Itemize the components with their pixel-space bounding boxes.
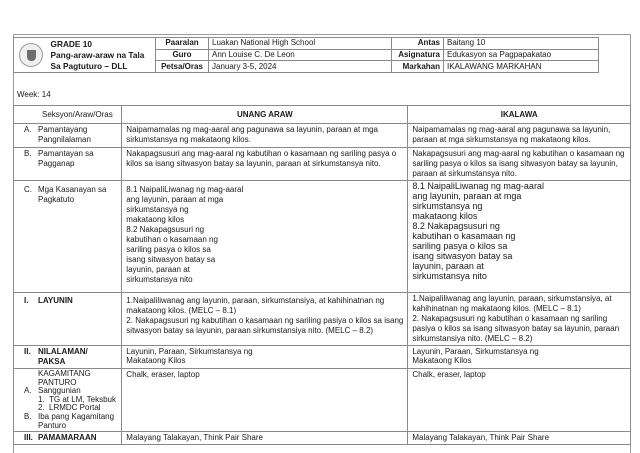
day2-cell [408,293,631,346]
text-line: sariling pasya o kilos sa isang sitwasyon batay sa layunin, [412,159,618,168]
text-line: Naipamamalas ng mag-aaral ang pagunawa sa layunin, [412,125,611,134]
text-line: 1.Naipaliliwanag ang layunin, paraan, sirkumstansiya, at [412,294,612,303]
label-line: Pangnilalaman [38,135,91,144]
text-line: Naipamamalas ng mag-aaral ang pagunawa sa layunin, paraan at mga [126,125,379,134]
text-line: kabutihan o kasamaan ng [126,235,218,244]
day2-cell [408,181,631,293]
column-header-day2: IKALAWA [408,106,631,124]
header-table [13,37,599,73]
date-value: January 3-5, 2024 [209,61,392,73]
text-line: sirkumstansya ng makataong kilos. [126,135,251,144]
text-line: makataong kilos [126,215,185,224]
document-title [48,38,156,73]
day1-cell [122,181,408,293]
day1-cell: Chalk, eraser, laptop [122,369,408,432]
sub-label: TG at LM, Teksbuk [49,394,116,404]
text-line: kabutihan o kasamaan ng [412,231,516,241]
row-marker: I. [24,296,29,305]
school-label: Paaralan [156,38,209,50]
sub-label: LRMDC Portal [49,403,101,413]
label-line: Panturo [38,420,67,430]
table-row-mga-kasanayan [14,181,631,293]
text-line: ang layunin, paraan at mga [412,191,522,201]
label-line: Iba pang Kagamitang [38,411,115,421]
text-line: Nakapagsusuri ang mag-aaral ng kabutihan o kasamaan ng [412,149,625,158]
day2-cell: Malayang Talakayan, Think Pair Share [408,432,631,445]
dll-title-line2: Sa Pagtuturo – DLL [50,61,128,71]
school-value: Luakan National High School [209,38,392,50]
day1-cell [122,293,408,346]
row-marker: A. [24,386,32,396]
text-line: makataong kilos [412,211,478,221]
table-row-pamantayang-pangnilalaman [14,124,631,148]
day1-cell [122,346,408,369]
text-line: Makataong Kilos [412,356,472,365]
text-line: layunin, paraan at [126,265,190,274]
text-line: sirkumstansya nito [412,271,487,281]
label-text: Pamantayan sa Pagganap [38,149,94,168]
text-line: makataong kilos. (MELC – 8.1) [126,306,237,315]
label-line: Mga Kasanayan sa [38,185,107,194]
text-line: Makataong Kilos [126,356,186,365]
row-marker: II. [24,347,31,356]
text-line: kahihinatnan ng makataong kilos. (MELC – 8.1) [412,304,581,313]
deped-seal-icon [19,43,43,67]
label-text: PAMAMARAAN [38,433,97,443]
text-line: sirkumstansya nito [126,275,193,284]
text-line: ang layunin, paraan at mga [126,195,224,204]
text-line: sitwasyon batay sa layunin, paraan sirkumstansiya nito. (MELC – 8.2) [126,326,374,335]
text-line: 8.1 NaipaliLiwanag ng mag-aaral [412,181,544,191]
teacher-label: Guro [156,49,209,61]
text-line: paraan at sirkumstansya nito. [412,169,517,178]
text-line: 1.Naipaliliwanag ang layunin, paraan, sirkumstansiya, at kahihinatnan ng [126,296,385,305]
text-line: Layunin, Paraan, Sirkumstansya ng [412,347,539,356]
table-row-pamamaraan [14,432,631,445]
row-label [14,346,122,369]
row-marker: B. [24,149,32,158]
row-label [14,148,122,181]
row-label [14,124,122,148]
text-line: paraan at mga sirkumstansya ng makataong kilos. [412,135,591,144]
sanggunian-label: Sanggunian [38,386,81,396]
table-row-pamantayan-sa-pagganap [14,148,631,181]
sub-marker: 1. [38,394,45,404]
dll-title-line1: Pang-araw-araw na Tala [50,50,145,60]
text-line: layunin, paraan at [412,261,484,271]
text-line: sirkumstansiya nito. (MELC – 8.2) [412,334,533,343]
day2-cell: Chalk, eraser, laptop [408,369,631,432]
text-line: kilos sa isang sitwasyon batay sa layunin, paraan at sirkumstansya nito. [126,159,381,168]
week-label: Week: 14 [17,90,51,99]
table-header-row [14,106,631,124]
text-line: 8.1 NaipaliLiwanag ng mag-aaral [126,185,244,194]
text-line: 8.2 Nakapagsusuri ng [412,221,500,231]
text-line: 2. Nakapagsusuri ng kabutihan o kasamaan ng sariling [412,314,608,323]
text-line: pasiya o kilos sa isang sitwasyon batay sa layunin, paraan [412,324,620,333]
text-line: Nakapagsusuri ang mag-aaral ng kabutihan o kasamaan ng sariling pasya o [126,149,397,158]
day1-cell [122,124,408,148]
logo-cell [14,38,48,73]
column-header-seksyon: Seksyon/Araw/Oras [14,106,122,124]
row-label [14,181,122,293]
table-row-nilalaman [14,346,631,369]
row-label [14,293,122,346]
row-label [14,432,122,445]
row-marker: A. [24,125,32,134]
label-line: Pagkatuto [38,195,75,204]
table-row-layunin [14,293,631,346]
row-marker: B. [24,411,32,421]
label-text: NILALAMAN/ PAKSA [38,347,88,366]
grade-level-value: Baitang 10 [444,38,599,50]
date-label: Petsa/Oras [156,61,209,73]
text-line: sariling pasya o kilos sa [126,245,211,254]
day1-cell: Malayang Talakayan, Think Pair Share [122,432,408,445]
sub-marker: 2. [38,403,45,413]
grade-title: GRADE 10 [50,39,92,49]
row-marker: C. [24,185,32,194]
quarter-value: IKALAWANG MARKAHAN [444,61,599,73]
row-marker: III. [24,433,33,443]
teacher-value: Ann Louise C. De Leon [209,49,392,61]
column-header-day1: UNANG ARAW [122,106,408,124]
label-line: Pamantayang [38,125,88,134]
text-line: sirkumstansya ng [412,201,483,211]
text-line: Layunin, Paraan, Sirkumstansya ng [126,347,253,356]
kagamitan-title: KAGAMITANG PANTURO [38,369,91,387]
text-line: sariling pasya o kilos sa [412,241,508,251]
day2-cell [408,124,631,148]
row-label [14,369,122,432]
day2-cell [408,148,631,181]
label-text: LAYUNIN [38,296,73,305]
subject-value: Edukasyon sa Pagpapakatao [444,49,599,61]
text-line: 2. Nakapagsusuri ng kabutihan o kasamaan ng sariling pasiya o kilos sa isang [126,316,404,325]
text-line: isang sitwasyon batay sa [412,251,513,261]
day1-cell [122,148,408,181]
quarter-label: Markahan [392,61,444,73]
text-line: sirkumstansya ng [126,205,189,214]
table-row-kagamitang-panturo [14,369,631,432]
dll-table [13,105,631,445]
text-line: 8.2 Nakapagsusuri ng [126,225,205,234]
day2-cell [408,346,631,369]
text-line: isang sitwasyon batay sa [126,255,216,264]
subject-label: Asignatura [392,49,444,61]
grade-level-label: Antas [392,38,444,50]
